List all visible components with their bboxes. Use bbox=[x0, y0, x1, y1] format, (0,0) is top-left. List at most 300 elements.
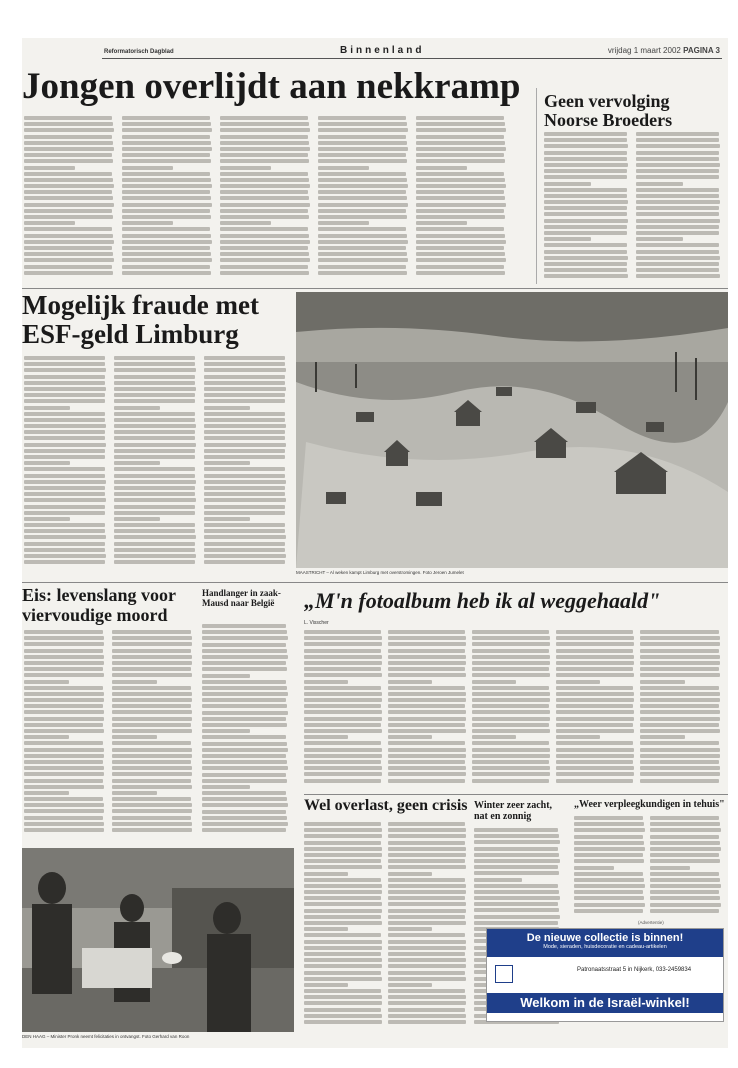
text-line bbox=[472, 636, 550, 640]
article-body-column bbox=[24, 116, 116, 286]
text-line bbox=[388, 828, 466, 832]
text-line bbox=[24, 710, 104, 714]
text-line bbox=[416, 147, 506, 151]
text-line bbox=[304, 977, 382, 981]
text-line bbox=[122, 246, 210, 250]
minister-image bbox=[22, 848, 294, 1032]
text-line bbox=[556, 667, 633, 671]
text-line bbox=[318, 252, 407, 256]
text-line bbox=[650, 859, 720, 863]
text-line bbox=[24, 766, 104, 770]
text-line bbox=[114, 430, 195, 434]
text-line bbox=[388, 673, 466, 677]
text-line bbox=[640, 680, 685, 684]
text-line bbox=[24, 362, 105, 366]
text-line bbox=[556, 673, 634, 677]
text-line bbox=[388, 717, 466, 721]
article-body-column bbox=[544, 132, 630, 286]
text-line bbox=[474, 902, 558, 906]
text-line bbox=[640, 760, 719, 764]
text-line bbox=[220, 209, 308, 213]
text-line bbox=[204, 480, 286, 484]
text-line bbox=[640, 667, 719, 671]
text-line bbox=[544, 256, 628, 260]
text-line bbox=[202, 630, 287, 634]
text-line bbox=[304, 927, 348, 931]
text-line bbox=[304, 772, 382, 776]
text-line bbox=[204, 449, 285, 453]
text-line bbox=[556, 717, 634, 721]
text-line bbox=[24, 505, 105, 509]
text-line bbox=[220, 240, 310, 244]
text-line bbox=[544, 200, 628, 204]
text-line bbox=[304, 710, 382, 714]
text-line bbox=[122, 271, 211, 275]
text-line bbox=[112, 828, 192, 832]
text-line bbox=[544, 206, 627, 210]
text-line bbox=[636, 219, 720, 223]
text-line bbox=[114, 461, 160, 465]
text-line bbox=[640, 642, 720, 646]
text-line bbox=[122, 159, 211, 163]
text-line bbox=[24, 399, 105, 403]
text-line bbox=[474, 871, 559, 875]
text-line bbox=[304, 921, 382, 925]
text-line bbox=[114, 511, 195, 515]
text-line bbox=[112, 772, 192, 776]
text-line bbox=[388, 772, 466, 776]
text-line bbox=[24, 667, 103, 671]
text-line bbox=[544, 132, 627, 136]
text-line bbox=[636, 175, 719, 179]
text-line bbox=[416, 172, 504, 176]
text-line bbox=[202, 704, 287, 708]
ad-address: Patronaatsstraat 5 in Nijkerk, 033-2459834 bbox=[577, 967, 692, 973]
text-line bbox=[24, 467, 105, 471]
text-line bbox=[544, 212, 627, 216]
byline: L. Visscher bbox=[304, 620, 329, 626]
article-body-column bbox=[640, 630, 722, 790]
text-line bbox=[304, 630, 381, 634]
text-line bbox=[636, 274, 720, 278]
text-line bbox=[318, 116, 406, 120]
text-line bbox=[220, 153, 308, 157]
text-line bbox=[220, 135, 308, 139]
text-line bbox=[636, 262, 719, 266]
text-line bbox=[24, 240, 114, 244]
text-line bbox=[202, 797, 287, 801]
text-line bbox=[544, 175, 627, 179]
text-line bbox=[112, 710, 192, 714]
text-line bbox=[636, 182, 683, 186]
text-line bbox=[388, 748, 466, 752]
text-line bbox=[24, 772, 104, 776]
text-line bbox=[24, 542, 105, 546]
text-line bbox=[388, 971, 465, 975]
text-line bbox=[388, 642, 466, 646]
text-line bbox=[24, 406, 70, 410]
text-line bbox=[114, 523, 195, 527]
text-line bbox=[556, 729, 634, 733]
text-line bbox=[220, 203, 310, 207]
text-line bbox=[220, 227, 308, 231]
advertisement[interactable] bbox=[486, 928, 724, 1022]
article-body-column bbox=[318, 116, 410, 286]
text-line bbox=[122, 166, 173, 170]
text-line bbox=[416, 166, 467, 170]
text-line bbox=[472, 741, 549, 745]
text-line bbox=[472, 723, 549, 727]
minister-caption: DEN HAAG – Minister Pronk neemt felicitaties in ontvangst. Foto Gerhard van Roon bbox=[22, 1034, 190, 1039]
text-line bbox=[114, 474, 195, 478]
text-line bbox=[112, 673, 192, 677]
text-line bbox=[574, 841, 644, 845]
text-line bbox=[24, 717, 104, 721]
article-body-column bbox=[202, 624, 290, 844]
text-line bbox=[220, 252, 309, 256]
text-line bbox=[112, 661, 192, 665]
text-line bbox=[640, 704, 719, 708]
article-body-column bbox=[304, 822, 384, 1036]
text-line bbox=[416, 203, 506, 207]
text-line bbox=[304, 896, 381, 900]
text-line bbox=[304, 1014, 382, 1018]
text-line bbox=[650, 872, 719, 876]
text-line bbox=[640, 655, 720, 659]
text-line bbox=[640, 754, 720, 758]
text-line bbox=[24, 271, 113, 275]
text-line bbox=[114, 362, 195, 366]
text-line bbox=[202, 698, 286, 702]
text-line bbox=[204, 430, 285, 434]
text-line bbox=[24, 797, 103, 801]
text-line bbox=[472, 655, 550, 659]
text-line bbox=[24, 698, 104, 702]
text-line bbox=[304, 822, 381, 826]
article-body-column bbox=[388, 630, 468, 790]
text-line bbox=[416, 234, 505, 238]
text-line bbox=[114, 505, 195, 509]
text-line bbox=[388, 735, 432, 739]
text-line bbox=[24, 680, 69, 684]
text-line bbox=[304, 940, 382, 944]
text-line bbox=[388, 952, 465, 956]
text-line bbox=[24, 529, 105, 533]
text-line bbox=[114, 387, 196, 391]
text-line bbox=[318, 196, 407, 200]
text-line bbox=[304, 865, 382, 869]
text-line bbox=[114, 467, 195, 471]
text-line bbox=[304, 741, 381, 745]
text-line bbox=[556, 636, 634, 640]
text-line bbox=[24, 535, 106, 539]
text-line bbox=[304, 754, 382, 758]
text-line bbox=[24, 252, 113, 256]
column-rule bbox=[536, 88, 537, 284]
publication-name: Reformatorisch Dagblad bbox=[104, 49, 174, 55]
text-line bbox=[24, 215, 113, 219]
text-line bbox=[388, 933, 465, 937]
article-body-column bbox=[556, 630, 636, 790]
text-line bbox=[472, 729, 550, 733]
text-line bbox=[574, 853, 643, 857]
text-line bbox=[416, 221, 467, 225]
flood-caption: MAASTRICHT – Al weken kampt Limburg met overstromingen. Foto Jeroen Jumelet bbox=[296, 570, 464, 575]
text-line bbox=[472, 667, 549, 671]
text-line bbox=[122, 116, 210, 120]
text-line bbox=[388, 921, 466, 925]
text-line bbox=[556, 723, 633, 727]
newspaper-page bbox=[22, 38, 728, 1048]
text-line bbox=[640, 692, 720, 696]
text-line bbox=[202, 822, 288, 826]
text-line bbox=[112, 766, 192, 770]
text-line bbox=[24, 203, 114, 207]
text-line bbox=[650, 909, 719, 913]
text-line bbox=[388, 630, 465, 634]
text-line bbox=[204, 356, 285, 360]
text-line bbox=[640, 673, 720, 677]
text-line bbox=[472, 772, 550, 776]
text-line bbox=[388, 890, 466, 894]
text-line bbox=[318, 166, 369, 170]
text-line bbox=[202, 649, 287, 653]
text-line bbox=[114, 529, 195, 533]
text-line bbox=[650, 853, 719, 857]
text-line bbox=[114, 492, 195, 496]
text-line bbox=[114, 412, 195, 416]
text-line bbox=[220, 271, 309, 275]
star-logo-icon bbox=[495, 965, 513, 983]
headline-overlast: Wel overlast, geen crisis bbox=[304, 797, 468, 814]
text-line bbox=[204, 548, 285, 552]
text-line bbox=[650, 816, 719, 820]
text-line bbox=[112, 803, 192, 807]
text-line bbox=[114, 542, 195, 546]
flood-photo bbox=[296, 292, 728, 568]
text-line bbox=[24, 153, 112, 157]
text-line bbox=[24, 729, 104, 733]
text-line bbox=[24, 636, 104, 640]
text-line bbox=[204, 529, 285, 533]
text-line bbox=[204, 406, 250, 410]
text-line bbox=[112, 704, 191, 708]
text-line bbox=[304, 717, 382, 721]
text-line bbox=[556, 680, 600, 684]
text-line bbox=[388, 704, 465, 708]
text-line bbox=[304, 760, 381, 764]
text-line bbox=[640, 649, 719, 653]
text-line bbox=[24, 673, 104, 677]
text-line bbox=[202, 680, 286, 684]
text-line bbox=[122, 209, 210, 213]
text-line bbox=[114, 393, 195, 397]
text-line bbox=[318, 122, 407, 126]
text-line bbox=[556, 735, 600, 739]
text-line bbox=[388, 909, 466, 913]
text-line bbox=[640, 661, 720, 665]
text-line bbox=[220, 258, 310, 262]
text-line bbox=[640, 772, 720, 776]
text-line bbox=[574, 878, 644, 882]
text-line bbox=[220, 159, 309, 163]
text-line bbox=[574, 884, 645, 888]
text-line bbox=[24, 424, 106, 428]
article-body-column bbox=[204, 356, 288, 580]
headline-esf-2: ESF-geld Limburg bbox=[22, 319, 239, 349]
text-line bbox=[574, 903, 645, 907]
section-rule bbox=[304, 794, 728, 795]
text-line bbox=[202, 717, 286, 721]
text-line bbox=[304, 748, 382, 752]
article-body-column bbox=[112, 630, 194, 844]
text-line bbox=[304, 989, 381, 993]
text-line bbox=[122, 172, 210, 176]
text-line bbox=[636, 151, 719, 155]
text-line bbox=[24, 649, 103, 653]
text-line bbox=[114, 486, 195, 490]
text-line bbox=[472, 661, 550, 665]
text-line bbox=[650, 841, 720, 845]
text-line bbox=[114, 554, 196, 558]
article-body-column bbox=[220, 116, 312, 286]
headline-fotoalbum: „M'n fotoalbum heb ik al weggehaald" bbox=[304, 588, 661, 613]
text-line bbox=[204, 554, 286, 558]
text-line bbox=[304, 1008, 381, 1012]
text-line bbox=[388, 723, 465, 727]
text-line bbox=[220, 246, 308, 250]
text-line bbox=[556, 630, 633, 634]
text-line bbox=[640, 748, 720, 752]
text-line bbox=[472, 680, 516, 684]
text-line bbox=[318, 153, 406, 157]
text-line bbox=[304, 933, 381, 937]
text-line bbox=[636, 256, 720, 260]
text-line bbox=[388, 884, 466, 888]
text-line bbox=[304, 828, 382, 832]
text-line bbox=[122, 227, 210, 231]
text-line bbox=[388, 940, 466, 944]
text-line bbox=[318, 128, 408, 132]
text-line bbox=[24, 265, 112, 269]
text-line bbox=[24, 356, 105, 360]
text-line bbox=[304, 971, 381, 975]
text-line bbox=[24, 809, 104, 813]
text-line bbox=[220, 234, 309, 238]
text-line bbox=[122, 196, 211, 200]
text-line bbox=[220, 178, 309, 182]
text-line bbox=[574, 816, 643, 820]
text-line bbox=[24, 461, 70, 465]
text-line bbox=[650, 822, 720, 826]
page-date: vrijdag 1 maart 2002 PAGINA 3 bbox=[607, 46, 720, 55]
text-line bbox=[204, 474, 285, 478]
text-line bbox=[112, 680, 157, 684]
flood-image bbox=[296, 292, 728, 568]
text-line bbox=[24, 455, 105, 459]
text-line bbox=[388, 878, 465, 882]
text-line bbox=[544, 163, 628, 167]
text-line bbox=[304, 853, 382, 857]
text-line bbox=[202, 729, 250, 733]
text-line bbox=[388, 760, 465, 764]
text-line bbox=[388, 927, 432, 931]
text-line bbox=[474, 921, 558, 925]
text-line bbox=[318, 209, 406, 213]
text-line bbox=[220, 196, 309, 200]
article-body-column bbox=[24, 630, 106, 844]
text-line bbox=[24, 178, 113, 182]
text-line bbox=[114, 548, 195, 552]
text-line bbox=[416, 252, 505, 256]
text-line bbox=[24, 430, 105, 434]
text-line bbox=[122, 184, 212, 188]
text-line bbox=[304, 704, 381, 708]
text-line bbox=[304, 680, 348, 684]
text-line bbox=[24, 387, 106, 391]
text-line bbox=[122, 153, 210, 157]
text-line bbox=[112, 735, 157, 739]
text-line bbox=[204, 387, 286, 391]
text-line bbox=[416, 116, 504, 120]
text-line bbox=[114, 560, 195, 564]
text-line bbox=[24, 449, 105, 453]
text-line bbox=[388, 822, 465, 826]
text-line bbox=[388, 1014, 466, 1018]
text-line bbox=[24, 735, 69, 739]
text-line bbox=[640, 710, 720, 714]
text-line bbox=[416, 265, 504, 269]
text-line bbox=[388, 859, 465, 863]
text-line bbox=[544, 182, 591, 186]
text-line bbox=[24, 436, 105, 440]
text-line bbox=[24, 221, 75, 225]
text-line bbox=[112, 816, 191, 820]
headline-verpleeg: „Weer verpleegkundigen in tehuis" bbox=[574, 799, 725, 810]
text-line bbox=[24, 791, 69, 795]
text-line bbox=[24, 196, 113, 200]
text-line bbox=[544, 243, 627, 247]
text-line bbox=[318, 215, 407, 219]
text-line bbox=[472, 649, 549, 653]
text-line bbox=[474, 834, 559, 838]
text-line bbox=[304, 649, 381, 653]
text-line bbox=[388, 915, 465, 919]
text-line bbox=[24, 412, 105, 416]
text-line bbox=[122, 128, 212, 132]
text-line bbox=[24, 172, 112, 176]
text-line bbox=[112, 729, 192, 733]
text-line bbox=[388, 766, 466, 770]
text-line bbox=[122, 265, 210, 269]
ad-subtitle: Mode, sieraden, huisdecoratie en cadeau-artikelen bbox=[543, 944, 667, 950]
text-line bbox=[304, 673, 382, 677]
text-line bbox=[202, 735, 286, 739]
text-line bbox=[24, 234, 113, 238]
text-line bbox=[24, 655, 104, 659]
text-line bbox=[202, 754, 286, 758]
text-line bbox=[474, 865, 558, 869]
text-line bbox=[474, 847, 558, 851]
text-line bbox=[636, 157, 719, 161]
text-line bbox=[416, 184, 506, 188]
text-line bbox=[204, 455, 285, 459]
text-line bbox=[636, 188, 719, 192]
ad-address-block bbox=[487, 959, 723, 987]
text-line bbox=[388, 692, 466, 696]
text-line bbox=[636, 194, 719, 198]
article-body-column bbox=[24, 356, 108, 580]
